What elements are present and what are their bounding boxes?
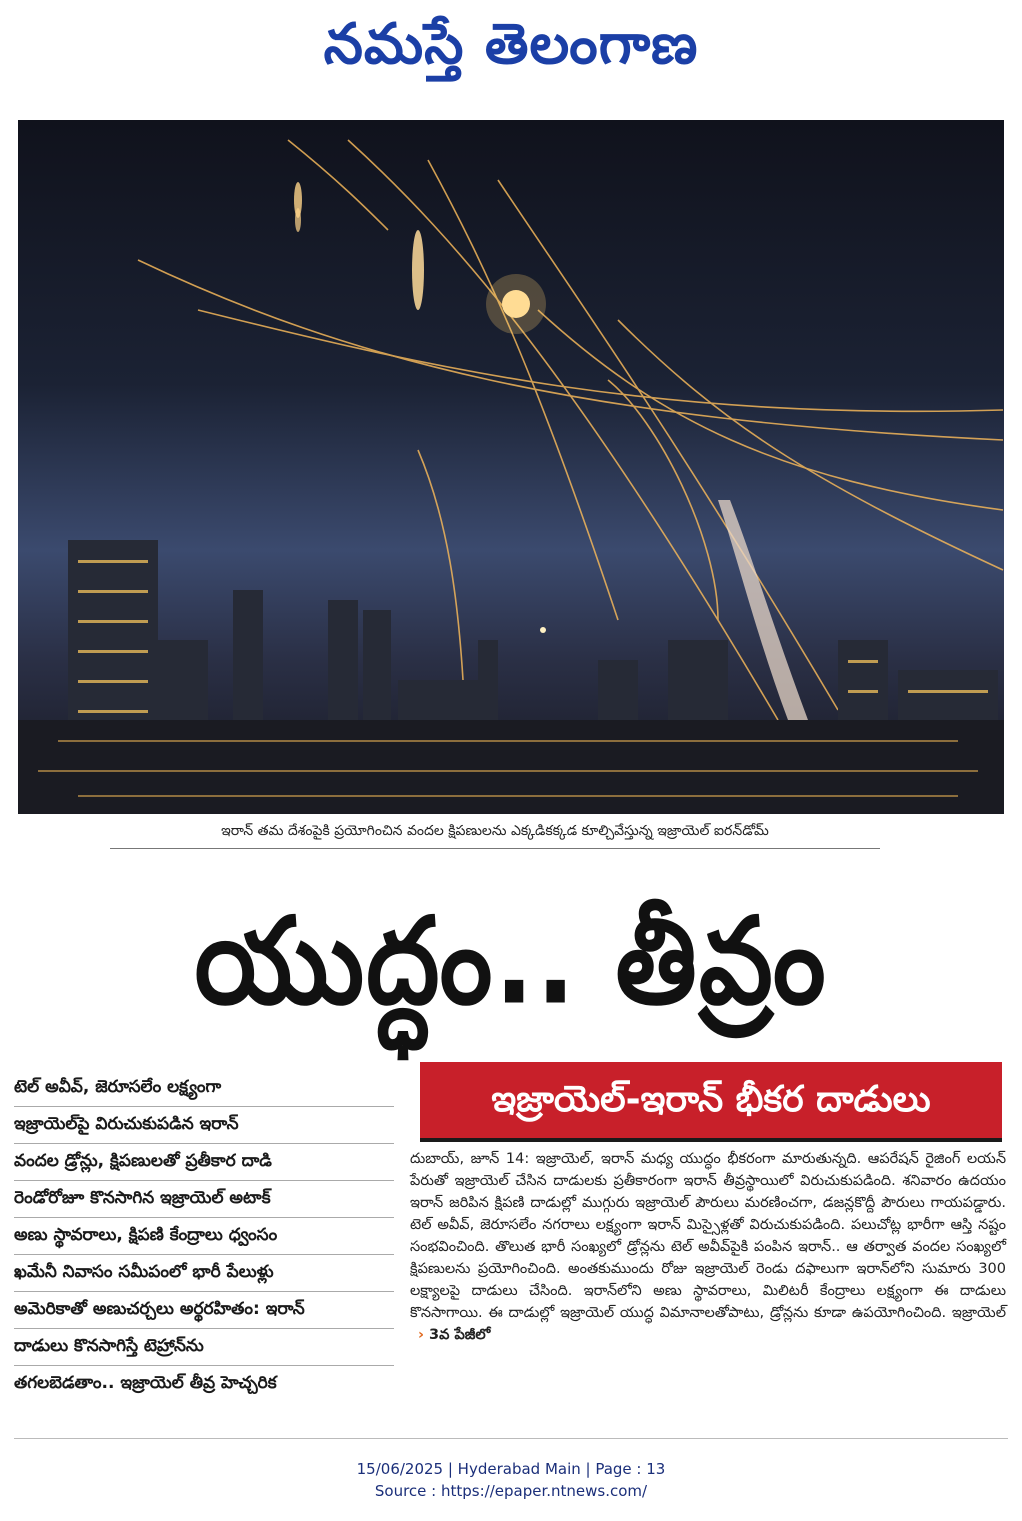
article-text: దుబాయ్, జూన్ 14: ఇజ్రాయెల్, ఇరాన్ మధ్య యుద్ధం భీకరంగా మారుతున్నది. ఆపరేషన్ రైజింగ్ లయన్ పేరుతో ఇజ్రాయెల్ చేసిన దాడులకు ప్రతీకారంగా ఇరాన్ తీవ్రస్థాయిలో విరుచుకుపడింది. శనివారం ఉదయం ఇరాన్ జరిపిన క్షిపణి దాడుల్లో ముగ్గురు ఇజ్రాయెల్ పౌరులు మరణించగా, డజన్లకొద్దీ పౌరులు గాయపడ్డారు. టెల్ అవీవ్, జెరూసలేం నగరాలు లక్ష్యంగా ఇరాన్ మిస్సైళ్లతో విరుచుకుపడింది. పలుచోట్ల భారీగా ఆస్తి నష్టం సంభవించింది. తొలుత భారీ సంఖ్యలో డ్రోన్లను టెల్ అవీవ్‌పైకి పంపిన ఇరాన్.. ఆ తర్వాత వందల సంఖ్యలో క్షిపణులను ప్రయోగించింది. అంతకుముందు రోజు ఇజ్రాయెల్ రెండు దఫాలుగా ఇరాన్‌లోని సుమారు 300 లక్ష్యాలపై దాడులు చేసింది. ఇరాన్‌లోని అణు స్థావరాలు, మిలిటరీ కేంద్రాలు లక్ష్యంగా ఈ దాడులు కొనసాగాయి. ఈ దాడుల్లో ఇజ్రాయెల్ యుద్ధ విమానాలతోపాటు, డ్రోన్లను కూడా ఉపయోగించింది. ఇజ్రాయెల్ xyxy=(410,1151,1006,1321)
continued-label: 3వ పేజీలో xyxy=(429,1327,491,1343)
main-headline: యుద్ధం.. తీవ్రం xyxy=(194,890,828,1032)
sub-headline: ఇజ్రాయెల్-ఇరాన్ భీకర దాడులు xyxy=(420,1062,1002,1142)
lead-photo xyxy=(18,120,1004,814)
masthead-title: నమస్తే తెలంగాణ xyxy=(323,12,699,77)
highlight-item: ఇజ్రాయెల్‌పై విరుచుకుపడిన ఇరాన్ xyxy=(14,1107,394,1144)
highlights-list xyxy=(14,1070,394,1402)
highlight-item: అణు స్థావరాలు, క్షిపణి కేంద్రాలు ధ్వంసం xyxy=(14,1218,394,1255)
night-sky-missile-image xyxy=(18,120,1004,814)
highlight-item: వందల డ్రోన్లు, క్షిపణులతో ప్రతీకార దాడి xyxy=(14,1144,394,1181)
footer-divider xyxy=(14,1438,1008,1439)
highlight-item: తగలబెడతాం.. ఇజ్రాయెల్ తీవ్ర హెచ్చరిక xyxy=(14,1373,277,1393)
article-body xyxy=(410,1148,1006,1346)
photo-caption: ఇరాన్ తమ దేశంపైకి ప్రయోగించిన వందల క్షిపణులను ఎక్కడికక్కడ కూల్చివేస్తున్న ఇజ్రాయెల్ ఐరన్‌డోమ్ xyxy=(110,823,880,849)
chevron-right-icon: › xyxy=(418,1327,424,1343)
highlight-item: అమెరికాతో అణుచర్చలు అర్థరహితం: ఇరాన్ xyxy=(14,1292,394,1329)
edition-info: 15/06/2025 | Hyderabad Main | Page : 13 xyxy=(356,1460,666,1478)
missile-flash-group xyxy=(294,182,546,633)
highlight-item: టెల్ అవీవ్, జెరూసలేం లక్ష్యంగా xyxy=(14,1070,394,1107)
page-footer xyxy=(0,1458,1022,1502)
highlight-item: దాడులు కొనసాగిస్తే టెహ్రాన్‌ను xyxy=(14,1329,394,1366)
continued-link[interactable] xyxy=(418,1327,490,1343)
highlight-item: ఖమేనీ నివాసం సమీపంలో భారీ పేలుళ్లు xyxy=(14,1255,394,1292)
source-link[interactable]: Source : https://epaper.ntnews.com/ xyxy=(374,1482,648,1500)
highlight-item: రెండోరోజూ కొనసాగిన ఇజ్రాయెల్ అటాక్ xyxy=(14,1181,394,1218)
